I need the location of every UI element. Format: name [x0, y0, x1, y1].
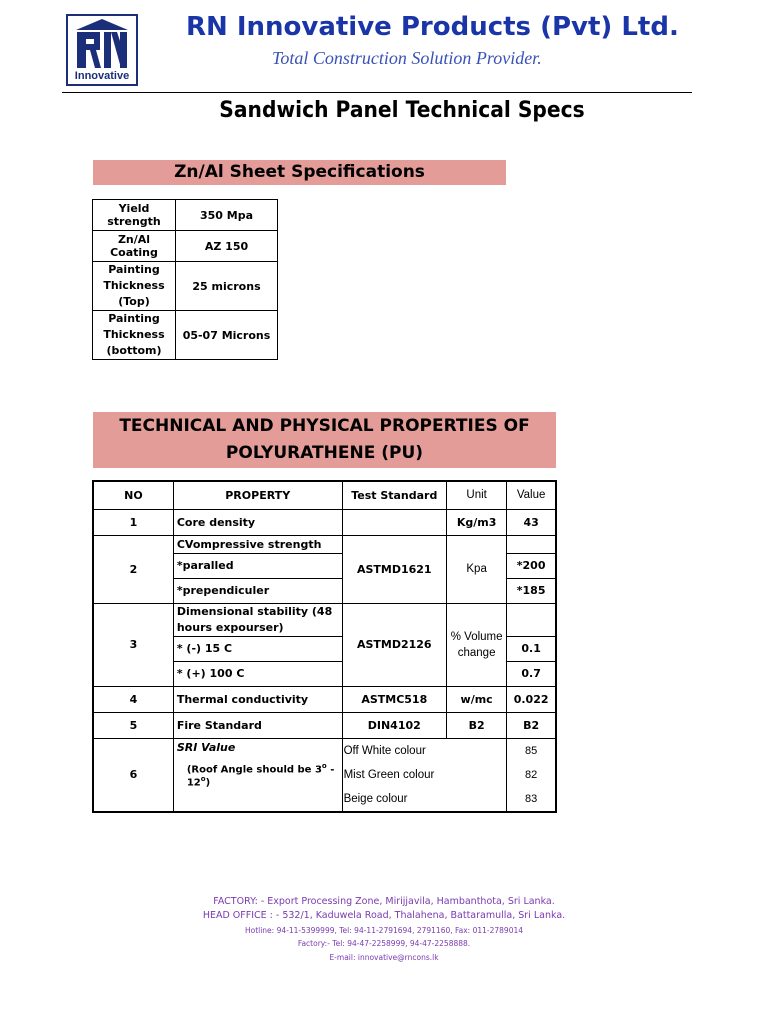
logo-text: Innovative — [74, 70, 130, 82]
row-standard: ASTMD1621 — [342, 535, 446, 603]
row-no: 2 — [93, 535, 173, 603]
row-no: 4 — [93, 686, 173, 712]
table-row — [93, 311, 278, 360]
table-row — [93, 509, 556, 535]
spec-label: Yield strength — [93, 200, 176, 231]
colour-name: Mist Green colour — [342, 763, 507, 787]
page-title: Sandwich Panel Technical Specs — [219, 98, 585, 123]
heading-line-2: POLYURATHENE (PU) — [225, 443, 424, 463]
col-header-standard: Test Standard — [342, 481, 446, 509]
table-row — [93, 535, 556, 553]
row-unit: % Volume change — [447, 603, 507, 686]
row-no: 5 — [93, 712, 173, 738]
row-standard — [342, 509, 446, 535]
footer-hotline: Hotline: 94-11-5399999, Tel: 94-11-2791694, 2791160, Fax: 011-2789014 — [244, 926, 524, 935]
table-row — [93, 686, 556, 712]
row-property: Dimensional stability (48 hours expourser) — [173, 603, 342, 636]
row-standard: DIN4102 — [342, 712, 446, 738]
colour-value: 82 — [507, 763, 556, 787]
col-header-no: NO — [93, 481, 173, 509]
spec-value: AZ 150 — [176, 231, 278, 262]
rn-logo-icon — [68, 16, 136, 72]
row-sub-property: * (-) 15 C — [173, 636, 342, 661]
table-row — [93, 603, 556, 636]
row-sub-value: 0.1 — [507, 636, 556, 661]
row-property: CVompressive strength — [173, 535, 342, 553]
heading-line-1: TECHNICAL AND PHYSICAL PROPERTIES OF — [119, 416, 530, 436]
spec-value: 05-07 Microns — [176, 311, 278, 360]
colour-value: 83 — [507, 787, 556, 812]
row-value: 0.022 — [507, 686, 556, 712]
spec-label: Painting Thickness (Top) — [93, 262, 176, 311]
row-property — [173, 738, 342, 812]
row-value: B2 — [507, 712, 556, 738]
row-sub-value: *200 — [507, 553, 556, 578]
row-property: Thermal conductivity — [173, 686, 342, 712]
sri-label: SRI Value — [176, 740, 236, 754]
table-row — [93, 712, 556, 738]
row-no: 1 — [93, 509, 173, 535]
row-sub-property: * (+) 100 C — [173, 661, 342, 686]
spec-value: 350 Mpa — [176, 200, 278, 231]
row-sub-value: 0.7 — [507, 661, 556, 686]
col-header-property: PROPERTY — [173, 481, 342, 509]
footer-head-office: HEAD OFFICE : - 532/1, Kaduwela Road, Thalahena, Battaramulla, Sri Lanka. — [202, 910, 566, 921]
spec-value: 25 microns — [176, 262, 278, 311]
footer-factory: FACTORY: - Export Processing Zone, Mirijjavila, Hambanthota, Sri Lanka. — [213, 896, 555, 907]
company-logo — [66, 14, 138, 86]
row-no: 6 — [93, 738, 173, 812]
table-row — [93, 231, 278, 262]
colour-name: Beige colour — [342, 787, 507, 812]
colour-value: 85 — [507, 738, 556, 763]
table-row — [93, 200, 278, 231]
colour-name: Off White colour — [342, 738, 507, 763]
table-header-row — [93, 481, 556, 509]
row-unit: Kpa — [447, 535, 507, 603]
row-property: Fire Standard — [173, 712, 342, 738]
row-standard: ASTMC518 — [342, 686, 446, 712]
footer-email: E-mail: innovative@rncons.lk — [329, 953, 439, 962]
table-row — [93, 262, 278, 311]
row-no: 3 — [93, 603, 173, 686]
row-sub-value: *185 — [507, 578, 556, 603]
row-unit: B2 — [447, 712, 507, 738]
roof-angle-note: (Roof Angle should be 3$^o$ - 12$^o$) — [186, 761, 335, 789]
row-property: Core density — [173, 509, 342, 535]
col-header-value: Value — [507, 481, 556, 509]
row-standard: ASTMD2126 — [342, 603, 446, 686]
tagline: Total Construction Solution Provider. — [272, 48, 542, 68]
row-sub-property: *paralled — [173, 553, 342, 578]
sheet-specs-table — [92, 199, 278, 360]
header-divider — [62, 92, 692, 93]
table-row — [93, 738, 556, 763]
pu-properties-table — [92, 480, 557, 813]
row-unit: w/mc — [447, 686, 507, 712]
spec-label: Zn/Al Coating — [93, 231, 176, 262]
row-unit: Kg/m3 — [447, 509, 507, 535]
spec-label: Painting Thickness (bottom) — [93, 311, 176, 360]
footer-factory-tel: Factory:- Tel: 94-47-2258999, 94-47-2258888. — [297, 939, 471, 948]
company-name: RN Innovative Products (Pvt) Ltd. — [186, 12, 679, 42]
row-sub-property: *prependiculer — [173, 578, 342, 603]
col-header-unit: Unit — [447, 481, 507, 509]
pu-properties-heading — [93, 412, 556, 468]
sheet-specs-heading: Zn/Al Sheet Specifications — [93, 160, 506, 185]
row-value: 43 — [507, 509, 556, 535]
